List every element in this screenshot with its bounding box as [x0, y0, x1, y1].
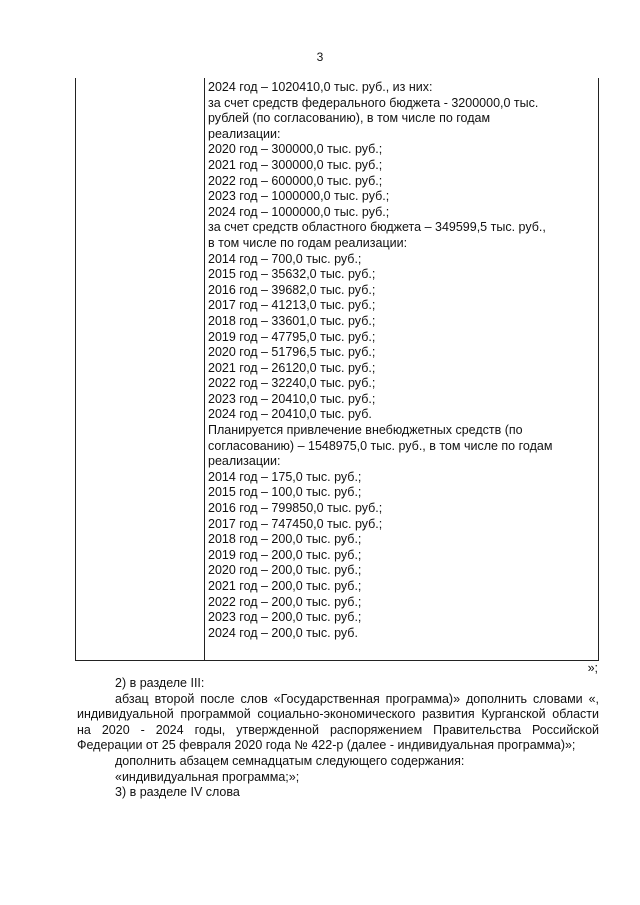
- funding-line: 2016 год – 799850,0 тыс. руб.;: [208, 501, 383, 516]
- funding-line: 2015 год – 35632,0 тыс. руб.;: [208, 267, 376, 282]
- funding-line: 2017 год – 41213,0 тыс. руб.;: [208, 298, 376, 313]
- funding-line: 2021 год – 26120,0 тыс. руб.;: [208, 360, 376, 375]
- funding-line: 2020 год – 51796,5 тыс. руб.;: [208, 345, 376, 360]
- funding-line: рублей (по согласованию), в том числе по годам: [208, 111, 491, 126]
- funding-line: 2022 год – 200,0 тыс. руб.;: [208, 594, 362, 609]
- funding-line: 2019 год – 47795,0 тыс. руб.;: [208, 329, 376, 344]
- funding-line: 2020 год – 300000,0 тыс. руб.;: [208, 142, 383, 157]
- paragraph-amendment-3: «индивидуальная программа;»;: [115, 769, 300, 784]
- funding-line: 2018 год – 200,0 тыс. руб.;: [208, 532, 362, 547]
- funding-line: в том числе по годам реализации:: [208, 235, 408, 250]
- funding-line: реализации:: [208, 454, 281, 469]
- funding-cell: [208, 80, 594, 641]
- funding-line: 2024 год – 1000000,0 тыс. руб.;: [208, 204, 390, 219]
- funding-line: 2024 год – 20410,0 тыс. руб.: [208, 407, 372, 422]
- funding-line: 2023 год – 200,0 тыс. руб.;: [208, 610, 362, 625]
- funding-line: 2022 год – 32240,0 тыс. руб.;: [208, 376, 376, 391]
- closing-quote: »;: [587, 661, 598, 675]
- funding-line: 2017 год – 747450,0 тыс. руб.;: [208, 516, 383, 531]
- section-3-heading: 3) в разделе IV слова: [115, 785, 240, 800]
- funding-line: 2020 год – 200,0 тыс. руб.;: [208, 563, 362, 578]
- funding-line: 2014 год – 700,0 тыс. руб.;: [208, 251, 362, 266]
- funding-line: 2021 год – 300000,0 тыс. руб.;: [208, 157, 383, 172]
- funding-line: 2016 год – 39682,0 тыс. руб.;: [208, 282, 376, 297]
- funding-line: 2019 год – 200,0 тыс. руб.;: [208, 547, 362, 562]
- funding-line: 2023 год – 1000000,0 тыс. руб.;: [208, 189, 390, 204]
- funding-line: 2024 год – 200,0 тыс. руб.: [208, 625, 358, 640]
- funding-table: [75, 78, 599, 661]
- funding-line: реализации:: [208, 126, 281, 141]
- funding-line: 2021 год – 200,0 тыс. руб.;: [208, 579, 362, 593]
- funding-line: согласованию) – 1548975,0 тыс. руб., в том числе по годам: [208, 438, 553, 453]
- funding-line: 2018 год – 33601,0 тыс. руб.;: [208, 313, 376, 328]
- funding-line: 2014 год – 175,0 тыс. руб.;: [208, 469, 362, 484]
- page-number: 3: [316, 50, 324, 64]
- paragraph-amendment-1: абзац второй после слов «Государственная программа)» дополнить словами «, индивидуальной программой социально-экономического развития Курганской области на 2020 - 2024 годы, утвержденной распоряжением Правительства Российской Федерации от 25 февраля 2020 года № 422-р (далее - индивидуальная программа)»;: [77, 691, 599, 753]
- amendment-text: [77, 676, 599, 801]
- funding-line: за счет средств федерального бюджета - 3200000,0 тыс.: [208, 95, 539, 110]
- funding-line: за счет средств областного бюджета – 349599,5 тыс. руб.,: [208, 220, 546, 235]
- paragraph-amendment-2: дополнить абзацем семнадцатым следующего содержания:: [115, 753, 465, 768]
- section-2-heading: 2) в разделе III:: [115, 676, 205, 690]
- column-divider: [204, 78, 205, 660]
- funding-line: Планируется привлечение внебюджетных средств (по: [208, 423, 523, 438]
- funding-line: 2024 год – 1020410,0 тыс. руб., из них:: [208, 80, 433, 94]
- funding-line: 2023 год – 20410,0 тыс. руб.;: [208, 391, 376, 406]
- funding-line: 2015 год – 100,0 тыс. руб.;: [208, 485, 362, 500]
- funding-line: 2022 год – 600000,0 тыс. руб.;: [208, 173, 383, 188]
